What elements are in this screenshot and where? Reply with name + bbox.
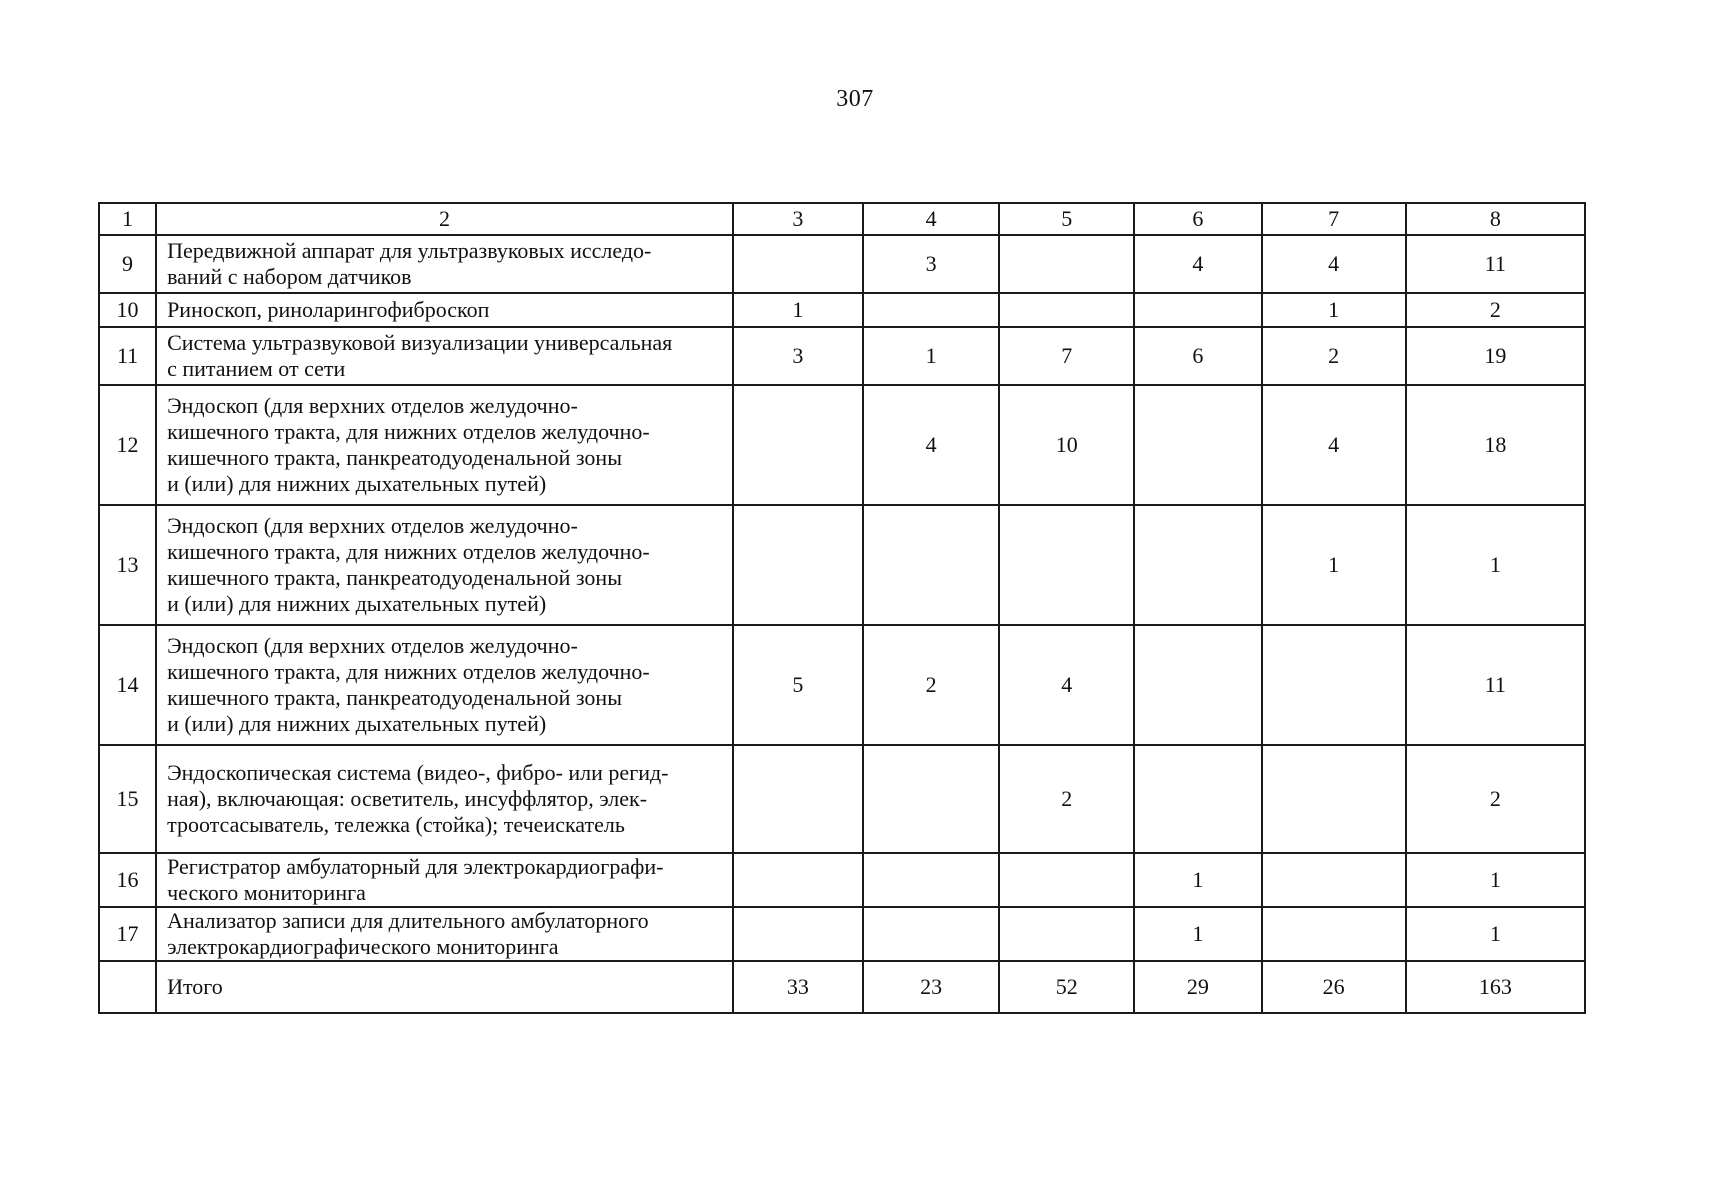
value-cell: 18 <box>1406 385 1585 505</box>
value-cell <box>1262 745 1406 853</box>
value-cell <box>733 385 863 505</box>
row-number: 9 <box>99 235 156 293</box>
value-cell: 4 <box>999 625 1134 745</box>
value-cell <box>863 907 999 961</box>
value-cell <box>999 235 1134 293</box>
value-cell: 1 <box>733 293 863 327</box>
value-cell: 1 <box>1134 907 1261 961</box>
name-line: электрокардиографического мониторинга <box>167 934 559 959</box>
value-cell: 2 <box>1262 327 1406 385</box>
value-cell <box>863 505 999 625</box>
equipment-name <box>156 853 733 907</box>
value-cell: 33 <box>733 961 863 1013</box>
value-cell: 11 <box>1406 235 1585 293</box>
value-cell: 1 <box>1262 505 1406 625</box>
equipment-name <box>156 625 733 745</box>
name-line: ваний с набором датчиков <box>167 264 412 289</box>
name-line: Эндоскопическая система (видео-, фибро- или регид- <box>167 760 669 785</box>
name-line: кишечного тракта, панкреатодуоденальной зоны <box>167 445 622 470</box>
column-header: 5 <box>999 203 1134 235</box>
row-number: 15 <box>99 745 156 853</box>
value-cell: 3 <box>863 235 999 293</box>
name-line: кишечного тракта, для нижних отделов желудочно- <box>167 539 650 564</box>
name-line: ная), включающая: осветитель, инсуффлятор, элек- <box>167 786 648 811</box>
value-cell: 2 <box>863 625 999 745</box>
value-cell: 52 <box>999 961 1134 1013</box>
column-header: 3 <box>733 203 863 235</box>
value-cell: 4 <box>863 385 999 505</box>
value-cell <box>1134 385 1261 505</box>
page-number: 307 <box>836 86 874 112</box>
value-cell <box>1134 625 1261 745</box>
value-cell <box>733 907 863 961</box>
name-line: Эндоскоп (для верхних отделов желудочно- <box>167 633 578 658</box>
column-header: 8 <box>1406 203 1585 235</box>
value-cell: 5 <box>733 625 863 745</box>
value-cell <box>999 505 1134 625</box>
value-cell: 1 <box>1134 853 1261 907</box>
value-cell <box>1262 625 1406 745</box>
name-line: кишечного тракта, для нижних отделов желудочно- <box>167 419 650 444</box>
equipment-name <box>156 505 733 625</box>
value-cell: 2 <box>1406 745 1585 853</box>
value-cell: 7 <box>999 327 1134 385</box>
name-line: Эндоскоп (для верхних отделов желудочно- <box>167 513 578 538</box>
value-cell <box>733 505 863 625</box>
value-cell: 1 <box>863 327 999 385</box>
name-line: кишечного тракта, панкреатодуоденальной зоны <box>167 685 622 710</box>
table-row <box>99 853 1585 907</box>
value-cell: 2 <box>1406 293 1585 327</box>
name-line: с питанием от сети <box>167 356 346 381</box>
value-cell: 10 <box>999 385 1134 505</box>
name-line: Риноскоп, риноларингофиброскоп <box>167 297 490 322</box>
value-cell <box>999 907 1134 961</box>
table-row <box>99 625 1585 745</box>
name-line: Эндоскоп (для верхних отделов желудочно- <box>167 393 578 418</box>
equipment-name <box>156 961 733 1013</box>
row-number: 16 <box>99 853 156 907</box>
value-cell <box>999 853 1134 907</box>
table-body <box>99 203 1585 1013</box>
table-row <box>99 505 1585 625</box>
value-cell: 26 <box>1262 961 1406 1013</box>
name-line: и (или) для нижних дыхательных путей) <box>167 471 547 496</box>
equipment-name <box>156 293 733 327</box>
value-cell: 2 <box>999 745 1134 853</box>
name-line: ческого мониторинга <box>167 880 366 905</box>
name-line: и (или) для нижних дыхательных путей) <box>167 711 547 736</box>
column-header: 2 <box>156 203 733 235</box>
value-cell: 163 <box>1406 961 1585 1013</box>
table-row <box>99 327 1585 385</box>
table-row <box>99 745 1585 853</box>
row-number: 10 <box>99 293 156 327</box>
value-cell: 6 <box>1134 327 1261 385</box>
totals-row <box>99 961 1585 1013</box>
equipment-name <box>156 907 733 961</box>
value-cell: 4 <box>1262 235 1406 293</box>
value-cell <box>733 853 863 907</box>
value-cell <box>733 235 863 293</box>
equipment-name <box>156 745 733 853</box>
name-line: троотсасыватель, тележка (стойка); течеискатель <box>167 812 625 837</box>
value-cell <box>1134 505 1261 625</box>
column-header: 6 <box>1134 203 1261 235</box>
value-cell <box>863 853 999 907</box>
row-number: 11 <box>99 327 156 385</box>
name-line: Система ультразвуковой визуализации универсальная <box>167 330 673 355</box>
value-cell <box>863 745 999 853</box>
name-line: Анализатор записи для длительного амбулаторного <box>167 908 649 933</box>
equipment-table <box>98 202 1586 1014</box>
row-number: 13 <box>99 505 156 625</box>
column-header: 4 <box>863 203 999 235</box>
name-line: кишечного тракта, для нижних отделов желудочно- <box>167 659 650 684</box>
equipment-name <box>156 327 733 385</box>
value-cell <box>733 745 863 853</box>
row-number: 14 <box>99 625 156 745</box>
row-number: 12 <box>99 385 156 505</box>
value-cell <box>863 293 999 327</box>
value-cell <box>1262 853 1406 907</box>
column-header: 7 <box>1262 203 1406 235</box>
name-line: Передвижной аппарат для ультразвуковых исследо- <box>167 238 652 263</box>
value-cell <box>1262 907 1406 961</box>
value-cell: 1 <box>1406 853 1585 907</box>
table-header-row <box>99 203 1585 235</box>
table-row <box>99 907 1585 961</box>
value-cell <box>1134 293 1261 327</box>
equipment-name <box>156 385 733 505</box>
value-cell: 4 <box>1262 385 1406 505</box>
value-cell: 23 <box>863 961 999 1013</box>
name-line: Регистратор амбулаторный для электрокардиографи- <box>167 854 664 879</box>
name-line: Итого <box>167 974 223 999</box>
value-cell: 1 <box>1406 505 1585 625</box>
equipment-name <box>156 235 733 293</box>
value-cell: 29 <box>1134 961 1261 1013</box>
value-cell: 19 <box>1406 327 1585 385</box>
row-number <box>99 961 156 1013</box>
table-row <box>99 293 1585 327</box>
value-cell: 1 <box>1406 907 1585 961</box>
value-cell <box>999 293 1134 327</box>
value-cell: 3 <box>733 327 863 385</box>
name-line: и (или) для нижних дыхательных путей) <box>167 591 547 616</box>
value-cell: 4 <box>1134 235 1261 293</box>
value-cell: 11 <box>1406 625 1585 745</box>
table-row <box>99 235 1585 293</box>
row-number: 17 <box>99 907 156 961</box>
value-cell: 1 <box>1262 293 1406 327</box>
column-header: 1 <box>99 203 156 235</box>
table-row <box>99 385 1585 505</box>
name-line: кишечного тракта, панкреатодуоденальной зоны <box>167 565 622 590</box>
value-cell <box>1134 745 1261 853</box>
